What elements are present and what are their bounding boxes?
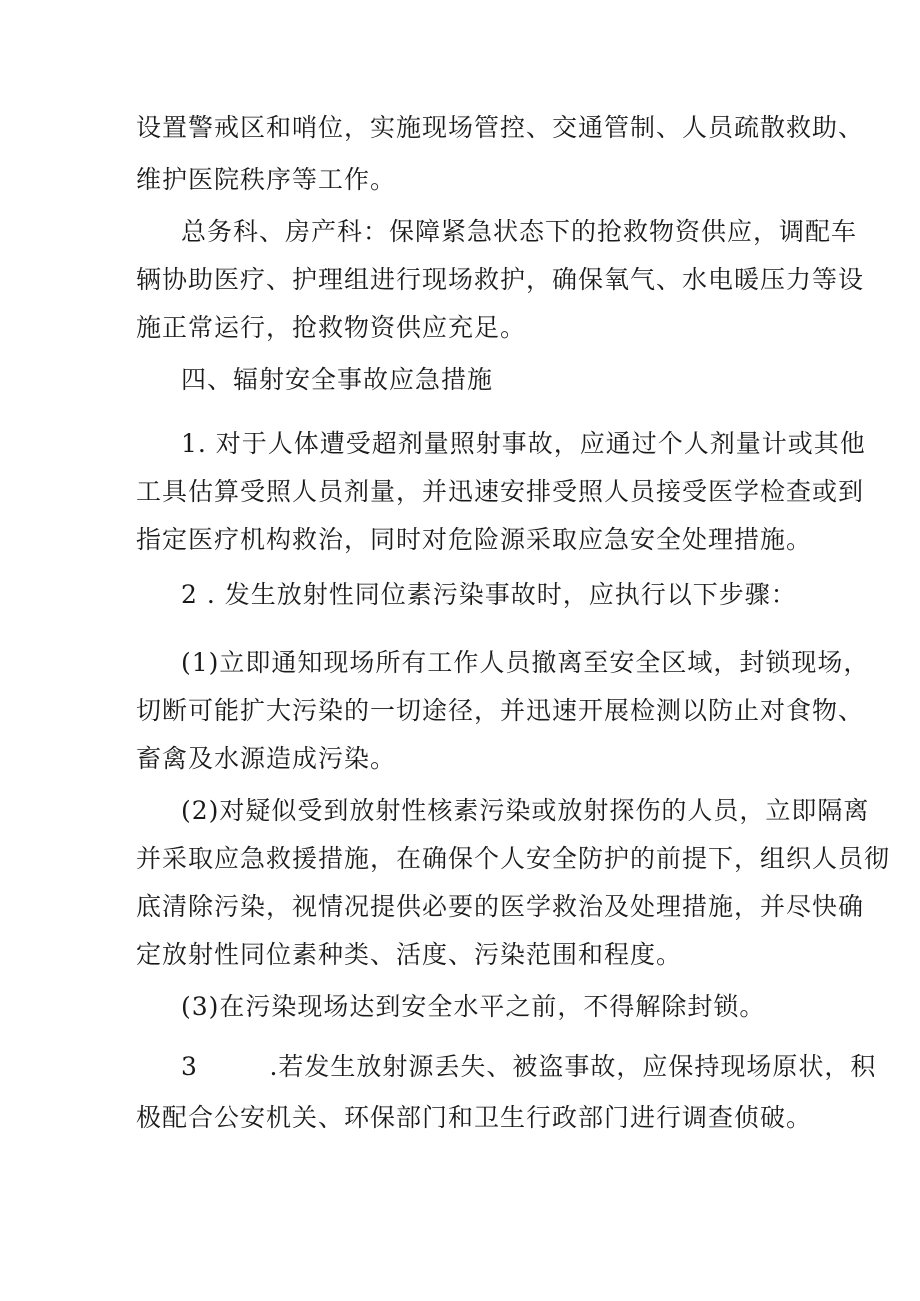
text-line: 切断可能扩大污染的一切途径，并迅速开展检测以防止对食物、 — [136, 696, 865, 725]
text-line: 辆协助医疗、护理组进行现场救护，确保氧气、水电暖压力等设 — [136, 265, 865, 294]
text-line: 极配合公安机关、环保部门和卫生行政部门进行调查侦破。 — [136, 1103, 813, 1132]
paragraph-start: (2)对疑似受到放射性核素污染或放射探伤的人员，立即隔离 — [181, 796, 870, 825]
paragraph-start: 2 . 发生放射性同位素污染事故时，应执行以下步骤： — [181, 580, 797, 609]
paragraph-start: 3 .若发生放射源丢失、被盗事故，应保持现场原状，积 — [181, 1052, 877, 1081]
paragraph-start: (3)在污染现场达到安全水平之前，不得解除封锁。 — [181, 992, 766, 1021]
text-line: 施正常运行，抢救物资供应充足。 — [136, 313, 527, 342]
paragraph-start: (1)立即通知现场所有工作人员撤离至安全区域，封锁现场， — [181, 648, 870, 677]
section-heading: 四、辐射安全事故应急措施 — [181, 365, 494, 394]
paragraph-start: 总务科、房产科：保障紧急状态下的抢救物资供应，调配车 — [181, 217, 858, 246]
text-line: 定放射性同位素种类、活度、污染范围和程度。 — [136, 940, 683, 969]
paragraph-start: 1. 对于人体遭受超剂量照射事故，应通过个人剂量计或其他 — [181, 429, 866, 458]
text-line: 设置警戒区和哨位，实施现场管控、交通管制、人员疏散救助、 — [136, 113, 865, 142]
text-line: 维护医院秩序等工作。 — [136, 165, 397, 194]
text-line: 指定医疗机构救治，同时对危险源采取应急安全处理措施。 — [136, 525, 813, 554]
text-line: 并采取应急救援措施，在确保个人安全防护的前提下，组织人员彻 — [136, 844, 891, 873]
text-line: 工具估算受照人员剂量，并迅速安排受照人员接受医学检查或到 — [136, 477, 865, 506]
text-line: 底清除污染，视情况提供必要的医学救治及处理措施，并尽快确 — [136, 892, 865, 921]
text-line: 畜禽及水源造成污染。 — [136, 744, 397, 773]
